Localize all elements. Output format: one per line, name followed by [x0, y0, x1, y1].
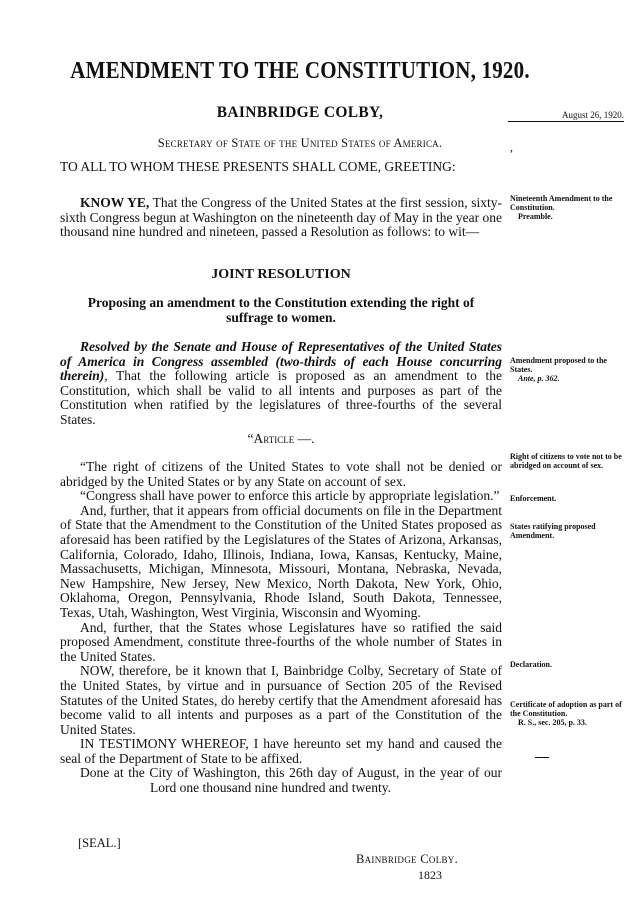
- know-ye-rest: That the Congress of the United States at the first session, sixty-sixth Congress begun at Washington on the nineteenth day of May in the year one thousand nine hundred and nineteen, passed a Resolution as follows: to wit—: [60, 195, 503, 240]
- margin-certificate-text: Certificate of adoption as part of the Constitution.: [510, 700, 622, 718]
- proposing-block: [60, 296, 502, 325]
- date-note: August 26, 1920.: [508, 110, 624, 122]
- done-at: Done at the City of Washington, this 26th day of August, in the year of our Lord one thousand nine hundred and twenty.: [80, 765, 502, 796]
- page-number: 1823: [418, 868, 442, 882]
- margin-enforcement-text: Enforcement.: [510, 494, 557, 503]
- margin-preamble: Preamble.: [518, 212, 553, 221]
- margin-amendment-proposed: [510, 356, 628, 383]
- secretary-title: Secretary of State of the United States of America.: [157, 136, 443, 150]
- signature: Bainbridge Colby.: [356, 852, 459, 866]
- further-three-fourths: And, further, that the States whose Legislatures have so ratified the said proposed Amendment, constitute three-fourths of the whole number of States in the United States.: [60, 619, 502, 664]
- resolved-paragraph: [60, 340, 502, 428]
- know-ye-paragraph: [60, 196, 502, 240]
- article-text: “The right of citizens of the United States to vote shall not be denied or abridged by the United States or by any State on account of sex.: [60, 459, 502, 489]
- know-ye-lead: KNOW YE,: [80, 195, 150, 210]
- proposing-text: Proposing an amendment to the Constitution extending the right of suffrage to women.: [87, 295, 475, 325]
- article-heading-block: [60, 432, 502, 447]
- seal-mark: [SEAL.]: [78, 836, 121, 850]
- resolved-rest: , That the following article is proposed as an amendment to the Constitution, which shall be valid to all intents and purposes as part of the Constitution when ratified by the legislatures of three-fourths of the several States.: [60, 368, 502, 427]
- margin-amendment-proposed-text: Amendment proposed to the States.: [510, 356, 607, 374]
- joint-resolution-block: [60, 268, 502, 283]
- main-text-block: [60, 460, 502, 796]
- further-ratified: And, further, that it appears from official documents on file in the Department of State that the Amendment to the Constitution of the United States proposed as aforesaid has been ratified by the Legislatures of the States of Arizona, Arkansas, California, Colorado, Idaho, Illinois, Indiana, Iowa, Kansas, Kentucky, Maine, Massachusetts, Michigan, Minnesota, Missouri, Montana, Nebraska, Nevada, New Hampshire, New Jersey, New Mexico, North Dakota, New York, Ohio, Oklahoma, Oregon, Pennsylvania, Rhode Island, South Dakota, Tennessee, Texas, Utah, Washington, West Virginia, Wisconsin and Wyoming.: [60, 502, 502, 620]
- margin-states-ratifying-text: States ratifying proposed Amendment.: [510, 522, 596, 540]
- tick-mark: ,: [510, 140, 513, 154]
- margin-ante-ref: Ante, p. 362.: [518, 374, 560, 383]
- article-heading: “Article —.: [247, 431, 315, 446]
- joint-resolution-heading: JOINT RESOLUTION: [211, 267, 351, 282]
- margin-declaration-text: Declaration.: [510, 660, 552, 669]
- resolved-block: [60, 340, 502, 428]
- margin-certificate: [510, 700, 628, 727]
- margin-nineteenth-text: Nineteenth Amendment to the Constitution.: [510, 194, 613, 212]
- testimony: IN TESTIMONY WHEREOF, I have hereunto set my hand and caused the seal of the Department of State to be affixed.: [60, 736, 502, 766]
- margin-right-of-citizens-text: Right of citizens to vote not to be abridged on account of sex.: [510, 452, 622, 470]
- page-title: AMENDMENT TO THE CONSTITUTION, 1920.: [70, 56, 530, 84]
- margin-right-of-citizens: [510, 452, 628, 470]
- margin-enforcement: [510, 494, 628, 503]
- margin-dash: [535, 757, 549, 758]
- greeting: TO ALL TO WHOM THESE PRESENTS SHALL COME, GREETING:: [60, 159, 456, 174]
- margin-declaration: [510, 660, 628, 669]
- margin-nineteenth-amendment: [510, 194, 628, 221]
- secretary-name: BAINBRIDGE COLBY,: [216, 104, 384, 121]
- resolved-italic: Resolved by the Senate and House of Representatives of the United States of America in Congress assembled (two-thirds of each House concurring therein): [60, 339, 502, 384]
- margin-states-ratifying: [510, 522, 628, 540]
- congress-power: “Congress shall have power to enforce this article by appropriate legislation.”: [80, 488, 500, 504]
- know-ye-block: [60, 196, 502, 240]
- now-therefore: NOW, therefore, be it known that I, Bainbridge Colby, Secretary of State of the United States, by virtue and in pursuance of Section 205 of the Revised Statutes of the United States, do hereby certify that the Amendment aforesaid has become valid to all intents and purposes as a part of the Constitution of the United States.: [60, 663, 502, 737]
- greeting-block: [60, 160, 502, 175]
- margin-rs-ref: R. S., sec. 205, p. 33.: [518, 718, 587, 727]
